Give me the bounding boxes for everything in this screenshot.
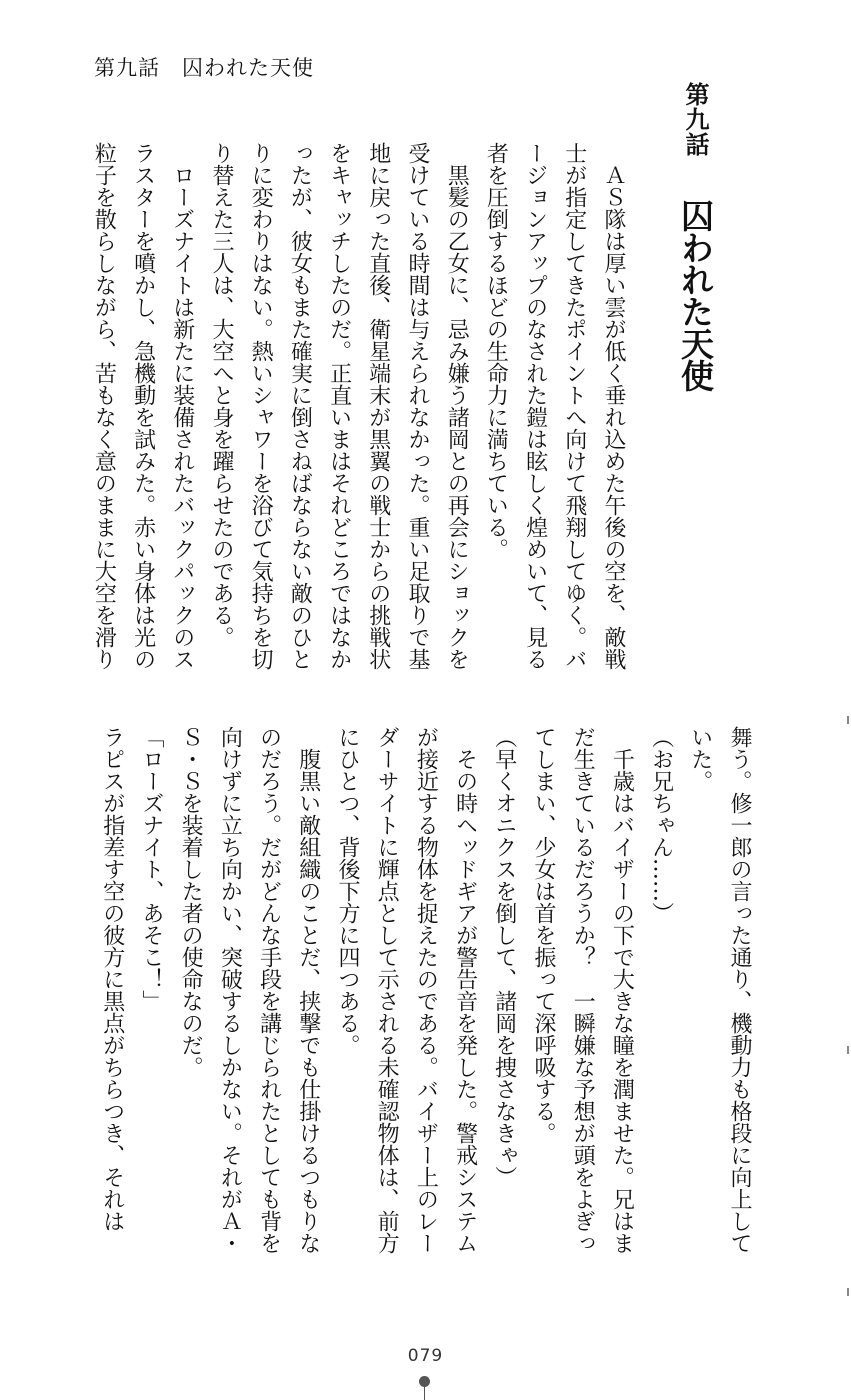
text-line: をキャッチしたのだ。正直いまはそれどころではなか: [326, 142, 352, 670]
edge-mark: [847, 1046, 849, 1054]
body-text-lower: [93, 726, 759, 1326]
text-line: Ｓ・Ｓを装着した者の使命なのだ。: [178, 726, 204, 1078]
text-line: にひとつ、背後下方に四つある。: [334, 726, 360, 1056]
text-line: いた。: [687, 726, 713, 792]
text-line: （早くオニクスを倒して、諸岡を捜さなきゃ）: [491, 726, 517, 1188]
text-line: ラスターを噴かし、急機動を試みた。赤い身体は光の: [130, 142, 156, 670]
chapter-number: 第九話: [681, 82, 710, 157]
text-line: のだろう。だがどんな手段を講じられたとしても背を: [256, 726, 282, 1254]
text-line: ＡＳ隊は厚い雲が低く垂れ込めた午後の空を、敵戦: [601, 142, 626, 670]
text-line: が接近する物体を捉えたのである。バイザー上のレー: [413, 726, 439, 1254]
text-line: （お兄ちゃん……）: [648, 726, 674, 924]
edge-mark: [847, 716, 849, 724]
running-head: 第九話 囚われた天使: [94, 56, 314, 80]
chapter-title: 囚われた天使: [676, 199, 715, 391]
text-line: ダーサイトに輝点として示される未確認物体は、前方: [374, 726, 400, 1254]
text-line: ラピスが指差す空の彼方に黒点がちらつき、それは: [99, 726, 125, 1232]
body-text-upper: [84, 142, 633, 702]
page-number: 079: [407, 1346, 444, 1366]
text-line: ージョンアップのなされた鎧は眩しく煌めいて、見る: [522, 142, 548, 670]
text-line: だ生きているだろうか？ 一瞬嫌な予想が頭をよぎっ: [570, 726, 596, 1254]
text-line: 者を圧倒するほどの生命力に満ちている。: [483, 142, 509, 560]
text-line: 受けている時間は与えられなかった。重い足取りで基: [404, 142, 430, 670]
text-line: 千歳はバイザーの下で大きな瞳を潤ませた。兄はま: [609, 726, 635, 1254]
text-line: 地に戻った直後、衛星端末が黒翼の戦士からの挑戦状: [365, 142, 391, 670]
text-line: ローズナイトは新たに装備されたバックパックのス: [169, 142, 195, 670]
text-line: 腹黒い敵組織のことだ、挟撃でも仕掛けるつもりな: [295, 726, 321, 1254]
chapter-heading: [672, 82, 719, 402]
text-line: りに変わりはない。熱いシャワーを浴びて気持ちを切: [248, 142, 274, 670]
text-line: その時ヘッドギアが警告音を発した。警戒システム: [452, 726, 478, 1254]
text-line: 「ローズナイト、あそこ！」: [138, 726, 164, 1012]
text-line: 士が指定してきたポイントへ向けて飛翔してゆく。バ: [561, 142, 587, 670]
page-marker-line: [424, 1386, 425, 1400]
text-line: てしまい、少女は首を振って深呼吸する。: [530, 726, 556, 1144]
text-line: ったが、彼女もまた確実に倒さねばならない敵のひと: [287, 142, 313, 670]
edge-mark: [847, 1288, 849, 1296]
text-line: 向けずに立ち向かい、突破するしかない。それがＡ・: [217, 726, 243, 1254]
text-line: 粒子を散らしながら、苦もなく意のままに大空を滑り: [91, 142, 117, 670]
text-line: り替えた三人は、大空へと身を躍らせたのである。: [208, 142, 234, 648]
text-line: 舞う。修一郎の言った通り、機動力も格段に向上して: [727, 726, 752, 1254]
text-line: 黒髪の乙女に、忌み嫌う諸岡との再会にショックを: [444, 142, 470, 670]
